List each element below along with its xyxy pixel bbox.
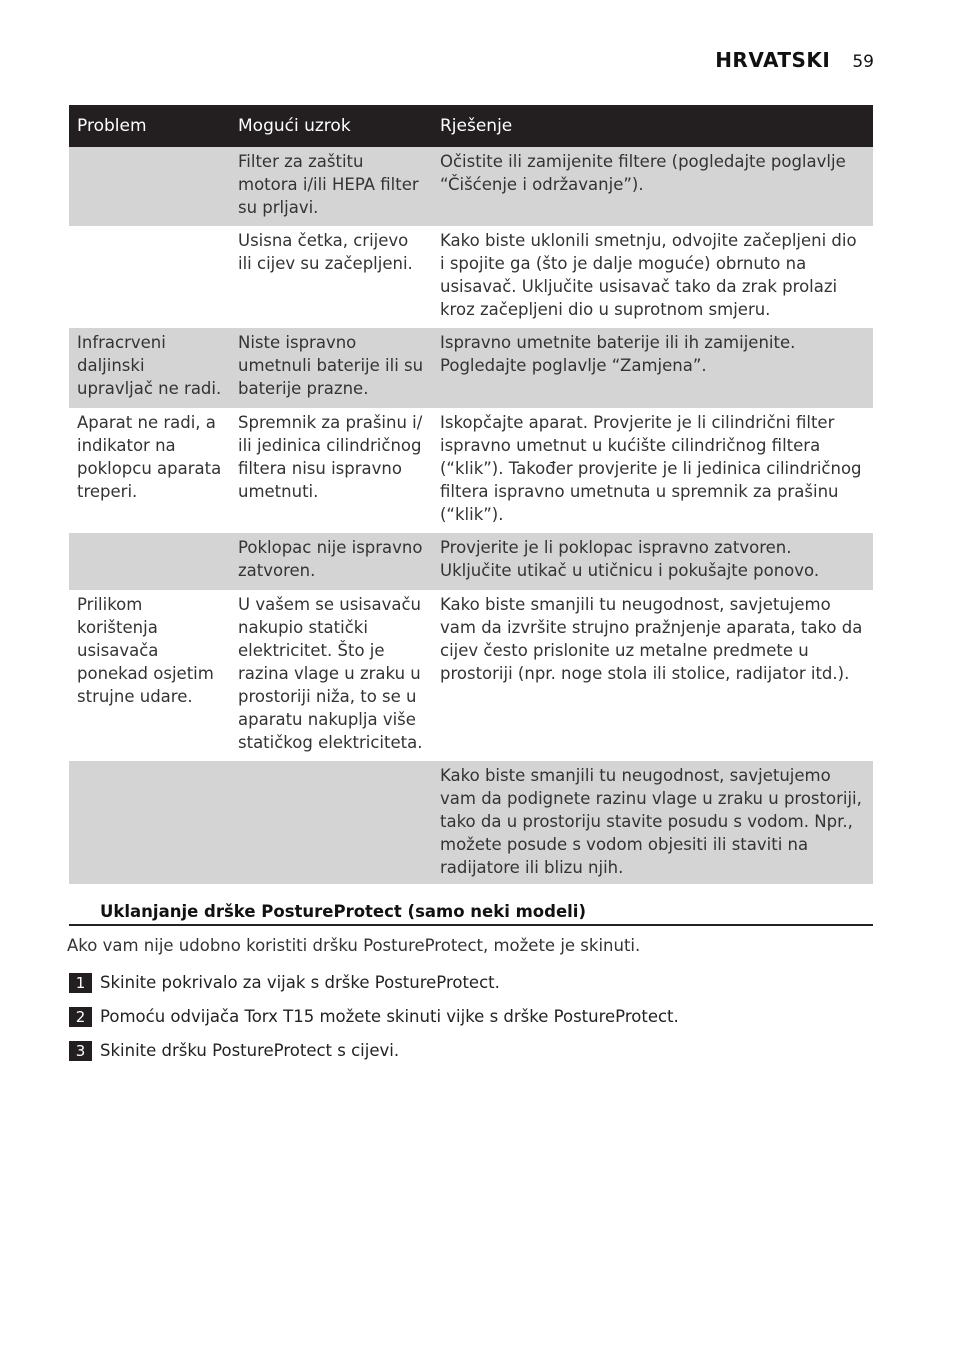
cause-cell: Niste ispravno umetnuli baterije ili su baterije prazne. — [230, 328, 432, 408]
step-number: 1 — [69, 973, 92, 993]
table-row — [69, 226, 873, 328]
problem-cell — [69, 761, 230, 884]
solution-cell: Ispravno umetnite baterije ili ih zamijenite. Pogledajte poglavlje “Zamjena”. — [432, 328, 873, 408]
cause-cell: Spremnik za prašinu i/ ili jedinica cilindričnog filtera nisu ispravno umetnuti. — [238, 413, 423, 501]
step-text: Skinite dršku PostureProtect s cijevi. — [100, 1041, 400, 1060]
step-item — [69, 971, 679, 994]
problem-cell: Prilikom korištenja usisavača ponekad osjetim strujne udare. — [77, 595, 214, 706]
step-text: Pomoću odvijača Torx T15 možete skinuti vijke s drške PostureProtect. — [100, 1007, 679, 1026]
solution-cell: Kako biste smanjili tu neugodnost, savjetujemo vam da izvršite strujno pražnjenje aparata, tako da cijev često prislonite uz metalne predmete u prostoriji (npr. noge stola ili stolice, radijator itd.). — [440, 595, 863, 683]
step-item — [69, 1005, 679, 1028]
cause-cell: Poklopac nije ispravno zatvoren. — [230, 533, 432, 590]
step-number: 3 — [69, 1041, 92, 1061]
language-label: HRVATSKI — [715, 48, 831, 72]
table-row — [69, 590, 873, 761]
problem-cell — [69, 533, 230, 590]
cause-cell: Filter za zaštitu motora i/ili HEPA filter su prljavi. — [230, 147, 432, 226]
cause-cell: Usisna četka, crijevo ili cijev su začepljeni. — [238, 231, 413, 273]
column-header-cause: Mogući uzrok — [230, 105, 432, 147]
problem-cell — [69, 226, 230, 328]
table-row — [69, 147, 873, 226]
table-header-row — [69, 105, 873, 147]
page-header — [715, 48, 874, 72]
section-heading: Uklanjanje drške PostureProtect (samo neki modeli) — [69, 902, 873, 926]
problem-cell — [69, 147, 230, 226]
table-row — [69, 408, 873, 533]
solution-cell: Kako biste uklonili smetnju, odvojite začepljeni dio i spojite ga (što je dalje moguće) obrnuto na usisavač. Uključite usisavač tako da zrak prolazi kroz začepljeni dio u suprotnom smjeru. — [440, 231, 857, 319]
problem-cell: Infracrveni daljinski upravljač ne radi. — [69, 328, 230, 408]
table-row — [69, 533, 873, 590]
page-number: 59 — [852, 52, 874, 72]
cause-cell — [230, 761, 432, 884]
solution-cell: Provjerite je li poklopac ispravno zatvoren. Uključite utikač u utičnicu i pokušajte ponovo. — [432, 533, 873, 590]
column-header-solution: Rješenje — [432, 105, 873, 147]
table-row — [69, 328, 873, 408]
step-item — [69, 1039, 679, 1062]
solution-cell: Kako biste smanjili tu neugodnost, savjetujemo vam da podignete razinu vlage u zraku u prostoriji, tako da u prostoriju stavite posudu s vodom. Npr., možete posude s vodom objesiti ili staviti na radijatore ili blizu njih. — [432, 761, 873, 884]
solution-cell: Iskopčajte aparat. Provjerite je li cilindrični filter ispravno umetnut u kućište cilindričnog filtera (“klik”). Također provjerite je li jedinica cilindričnog filtera ispravno umetnuta u spremnik za prašinu (“klik”). — [440, 413, 862, 524]
solution-cell: Očistite ili zamijenite filtere (pogledajte poglavlje “Čišćenje i održavanje”). — [432, 147, 873, 226]
problem-cell: Aparat ne radi, a indikator na poklopcu aparata treperi. — [77, 413, 222, 501]
troubleshooting-table — [69, 105, 873, 884]
section-intro: Ako vam nije udobno koristiti dršku PostureProtect, možete je skinuti. — [67, 936, 641, 955]
steps-list — [69, 971, 679, 1073]
column-header-problem: Problem — [69, 105, 230, 147]
step-number: 2 — [69, 1007, 92, 1027]
step-text: Skinite pokrivalo za vijak s drške PostureProtect. — [100, 973, 500, 992]
cause-cell: U vašem se usisavaču nakupio statički elektricitet. Što je razina vlage u zraku u prostoriji niža, to se u aparatu nakuplja više statičkog elektriciteta. — [238, 595, 423, 752]
table-row — [69, 761, 873, 884]
